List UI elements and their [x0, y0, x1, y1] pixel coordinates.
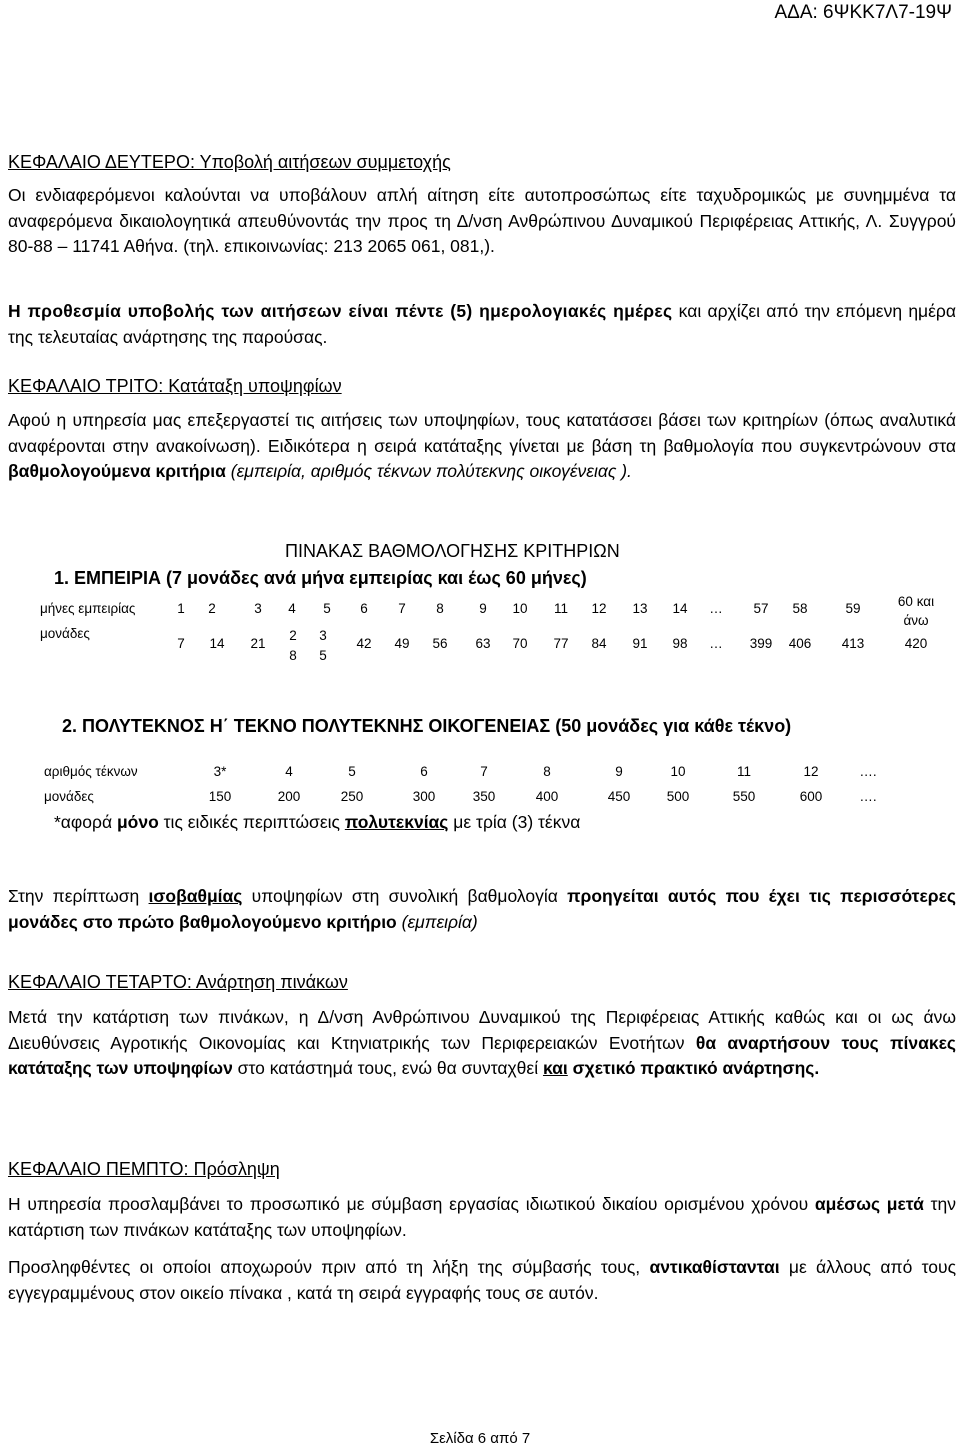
- chapter-4-and: και: [542, 1058, 568, 1078]
- points-cell: 49: [394, 636, 410, 651]
- chapter-4-bold: θα αναρτήσουν τους πίνακες κατάταξης των υποψηφίων: [8, 1032, 956, 1078]
- points-cell: 84: [591, 636, 607, 651]
- months-cell: 11: [553, 601, 568, 616]
- children-heading: 2. ΠΟΛΥΤΕΚΝΟΣ Η΄ ΤΕΚΝΟ ΠΟΛΥΤΕΚΝΗΣ ΟΙΚΟΓΕΝΕΙΑΣ (50 μονάδες για κάθε τέκνο): [62, 716, 792, 736]
- points-cell: 63: [475, 636, 491, 651]
- children-count-label: αριθμός τέκνων: [44, 764, 138, 779]
- chapter-2-paragraph: Οι ενδιαφερόμενοι καλούνται να υποβάλουν απλή αίτηση είτε αυτοπροσώπως είτε ταχυδρομικώς με συνημμένα τα αναφερόμενα δικαιολογητικά απευθύνοντάς την προς τη Δ/νση Ανθρώπινου Δυναμικού Περιφέρειας Αττικής, Λ. Συγγρού 80-88 – 11741 Αθήνα. (τηλ. επικοινωνίας: 213 2065 061, 081,).: [8, 185, 956, 256]
- points-cell: 413: [841, 636, 865, 651]
- children-points-cell: ….: [859, 789, 877, 804]
- months-cell: 3: [254, 601, 262, 616]
- children-count-cell: 11: [736, 764, 751, 779]
- chapter-2-title: ΚΕΦΑΛΑΙΟ ΔΕΥΤΕΡΟ: Υποβολή αιτήσεων συμμετοχής: [8, 152, 451, 172]
- children-points-cell: 500: [666, 789, 690, 804]
- deadline-bold: Η προθεσμία υποβολής των αιτήσεων είναι πέντε (5) ημερολογιακές ημέρες: [8, 301, 673, 321]
- months-cell: 57: [753, 601, 769, 616]
- months-cell: 4: [288, 601, 296, 616]
- children-count-cell: 4: [285, 764, 293, 779]
- children-count-cell: 6: [420, 764, 428, 779]
- chapter-3-text: Αφού η υπηρεσία μας επεξεργαστεί τις αιτήσεις των υποψηφίων, τους κατατάσσει βάσει των κριτηρίων (όπως αναλυτικά αναφέρονται στην ανακοίνωση). Ειδικότερα η σειρά κατάταξης γίνεται με βάση τη βαθμολογία που συγκεντρώνουν στα: [8, 410, 956, 456]
- replaced-bold: αντικαθίστανται: [649, 1257, 780, 1277]
- points-cell: 98: [672, 636, 688, 651]
- points-cell: 14: [209, 636, 225, 651]
- tie-paragraph: Στην περίπτωση ισοβαθμίας υποψηφίων στη συνολική βαθμολογία προηγείται αυτός που έχει τις περισσότερες μονάδες στο πρώτο βαθμολογούμενο κριτήριο (εμπειρία): [8, 886, 956, 932]
- children-points-cell: 150: [208, 789, 232, 804]
- children-count-cell: 3*: [213, 764, 227, 779]
- note-polyteknia: πολυτεκνίας: [344, 812, 449, 832]
- children-points-cell: 400: [535, 789, 559, 804]
- months-cell: 1: [177, 601, 185, 616]
- months-cell: 2: [208, 601, 216, 616]
- months-cell: 10: [512, 601, 528, 616]
- months-cell: 58: [792, 601, 808, 616]
- tie-rule: προηγείται αυτός που έχει τις περισσότερες μονάδες στο πρώτο βαθμολογούμενο κριτήριο: [8, 886, 956, 932]
- chapter-4-bold-2: σχετικό πρακτικό ανάρτησης.: [567, 1058, 820, 1078]
- months-cell: …: [709, 601, 723, 616]
- months-cell: 14: [672, 601, 688, 616]
- children-points-cell: 200: [277, 789, 301, 804]
- points-cell: 91: [632, 636, 648, 651]
- points-cell: 77: [553, 636, 569, 651]
- months-cell: 5: [323, 601, 331, 616]
- chapter-4-title: ΚΕΦΑΛΑΙΟ ΤΕΤΑΡΤΟ: Ανάρτηση πινάκων: [8, 972, 348, 992]
- children-count-cell: 5: [348, 764, 356, 779]
- points-cell: 406: [788, 636, 812, 651]
- deadline-paragraph: [8, 299, 956, 350]
- children-points-cell: 450: [607, 789, 631, 804]
- children-count-cell: 8: [543, 764, 551, 779]
- children-points-cell: 550: [732, 789, 756, 804]
- months-cell: 6: [360, 601, 368, 616]
- chapter-5-paragraph-1: Η υπηρεσία προσλαμβάνει το προσωπικό με σύμβαση εργασίας ιδιωτικού δικαίου ορισμένου χρόνου αμέσως μετά την κατάρτιση των πινάκων κατάταξης των υποψηφίων.: [8, 1194, 957, 1240]
- ada-code: ΑΔΑ: 6ΨΚΚ7Λ7-19Ψ: [774, 2, 952, 23]
- months-label: μήνες εμπειρίας: [40, 601, 136, 616]
- children-count-cell: 10: [670, 764, 686, 779]
- points-cell: 3 5: [319, 628, 327, 663]
- chapter-3-paragraph: [8, 408, 956, 485]
- points-cell: 21: [250, 636, 266, 651]
- chapter-3-title-text: ΚΕΦΑΛΑΙΟ ΤΡΙΤΟ: Κατάταξη υποψηφίων: [8, 376, 342, 396]
- points-cell: 56: [432, 636, 448, 651]
- months-cell: 9: [479, 601, 487, 616]
- points-cell: 42: [356, 636, 372, 651]
- points-cell: 7: [177, 636, 185, 651]
- children-count-cell: 12: [803, 764, 819, 779]
- months-cell: 12: [591, 601, 607, 616]
- children-count-cell: 9: [615, 764, 623, 779]
- children-note: *αφορά μόνο τις ειδικές περιπτώσεις πολυτεκνίας με τρία (3) τέκνα: [54, 812, 581, 832]
- children-points-cell: 250: [340, 789, 364, 804]
- immediately-bold: αμέσως μετά: [814, 1194, 924, 1214]
- children-points-label: μονάδες: [44, 789, 94, 804]
- months-cell: 59: [845, 601, 861, 616]
- points-label: μονάδες: [40, 626, 90, 641]
- chapter-3-italic: (εμπειρία, αριθμός τέκνων πολύτεκνης οικογένειας ).: [225, 461, 632, 481]
- children-points-cell: 300: [412, 789, 436, 804]
- tie-isovathmia: ισοβαθμίας: [148, 886, 243, 906]
- children-count-cell: 7: [480, 764, 488, 779]
- months-cell: 7: [398, 601, 406, 616]
- children-count-cell: ….: [859, 764, 877, 779]
- chapter-3-bold: βαθμολογούμενα κριτήρια: [8, 461, 226, 481]
- chapter-5-paragraph-2: Προσληφθέντες οι οποίοι αποχωρούν πριν από τη λήξη της σύμβασής τους, αντικαθίστανται με άλλους από τους εγγεγραμμένους στον οικείο πίνακα , κατά τη σειρά εγγραφής τους σε αυτόν.: [8, 1257, 956, 1303]
- months-last-cell: 60 και άνω: [897, 594, 935, 628]
- months-cell: 8: [436, 601, 444, 616]
- chapter-5-title: ΚΕΦΑΛΑΙΟ ΠΕΜΠΤΟ: Πρόσληψη: [8, 1159, 280, 1179]
- deadline-rest: και αρχίζει από την επόμενη ημέρα της τελευταίας ανάρτησης της παρούσας.: [8, 301, 957, 347]
- points-cell: 70: [512, 636, 528, 651]
- chapter-3-title: [8, 374, 956, 400]
- chapter-4-paragraph: Μετά την κατάρτιση των πινάκων, η Δ/νση Ανθρώπινου Δυναμικού της Περιφέρειας Αττικής καθώς και οι ως άνω Διευθύνσεις Αγροτικής Οικονομίας και Κτηνιατρικής των Περιφερειακών Ενοτήτων θα αναρτήσουν τους πίνακες κατάταξης των υποψηφίων στο κατάστημά τους, ενώ θα συνταχθεί και σχετικό πρακτικό ανάρτησης.: [8, 1007, 956, 1078]
- points-cell: 2 8: [289, 628, 297, 663]
- children-heading-text: ΠΟΛΥΤΕΚΝΟΣ Η΄ ΤΕΚΝΟ ΠΟΛΥΤΕΚΝΗΣ ΟΙΚΟΓΕΝΕΙΑΣ (50 μονάδες για κάθε τέκνο): [82, 716, 792, 736]
- experience-heading: 1. ΕΜΠΕΙΡΙΑ (7 μονάδες ανά μήνα εμπειρίας και έως 60 μήνες): [54, 568, 587, 588]
- note-only: μόνο: [116, 812, 159, 832]
- points-cell: …: [709, 636, 723, 651]
- page-footer: Σελίδα 6 από 7: [429, 1430, 531, 1447]
- months-cell: 13: [632, 601, 648, 616]
- table-title: ΠΙΝΑΚΑΣ ΒΑΘΜΟΛΟΓΗΣΗΣ ΚΡΙΤΗΡΙΩΝ: [285, 541, 620, 561]
- children-points-cell: 600: [799, 789, 823, 804]
- children-points-cell: 350: [472, 789, 496, 804]
- points-cell: 399: [749, 636, 773, 651]
- points-cell: 420: [904, 636, 928, 651]
